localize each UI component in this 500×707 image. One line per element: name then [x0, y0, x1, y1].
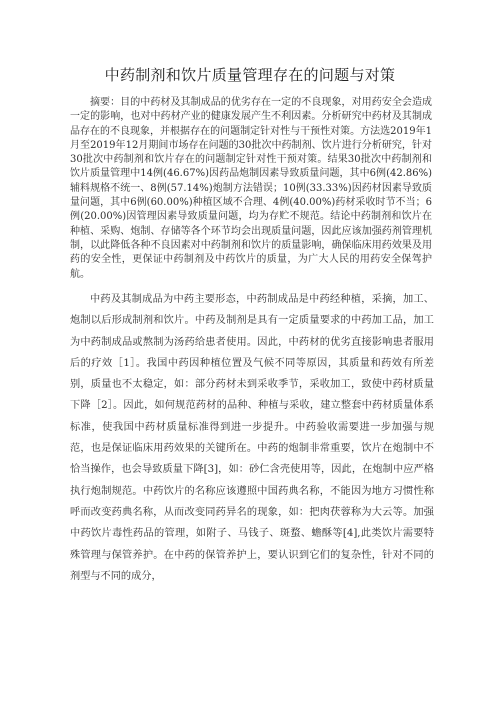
body-text: [70, 289, 434, 587]
body-paragraph: 中药及其制成品为中药主要形态，中药制成品是中药经种植，采摘，加工、炮制以后形成制剂和饮片。中药及制剂是具有一定质量要求的中药加工品，加工为中药制成品或熬制为汤药给患者使用。因此，中药材的优劣直接影响患者服用后的疗效［1］。我国中药因种植位置及气候不同等原因，其质量和药效有所差别，质量也不太稳定，如：部分药材未到采收季节，采收加工，致使中药材质量下降［2］。因此，如何规范药材的品种、种植与采收，建立整套中药材质量体系标准，使我国中药材质量标准得到进一步提升。中药验收需要进一步加强与规范，也是保证临床用药效果的关键所在。中药的炮制非常重要，饮片在炮制中不恰当操作，也会导致质量下降[3]，如：砂仁含壳使用等，因此，在炮制中应严格执行炮制规范。中药饮片的名称应该遵照中国药典名称，不能因为地方习惯性称呼而改变药典名称，从而改变同药异名的现象，如：把肉茯蓉称为大云等。加强中药饮片毒性药品的管理，如附子、马钱子、斑蝥、蟾酥等[4],此类饮片需要特殊管理与保管养护。在中药的保管养护上，要认识到它们的复杂性，针对不同的剂型与不同的成分，: [70, 294, 434, 582]
document-title: 中药制剂和饮片质量管理存在的问题与对策: [104, 66, 396, 84]
abstract-paragraph: 摘要：目的中药材及其制成品的优劣存在一定的不良现象，对用药安全会造成一定的影响，也对中药材产业的健康发展产生不利因素。分析研究中药材及其制成品存在的不良现象，并根据存在的问题制定针对性与干预性对策。方法选2019年1月至2019年12月期间市场存在问题的30批次中药制剂、饮片进行分析研究，针对30批次中药制剂和饮片存在的问题制定针对性干预对策。结果30批次中药制剂和饮片质量管理中14例(46.67%)因药品炮制因素导致质量问题，其中6例(42.86%)辅料规格不统一、8例(57.14%)炮制方法错误；10例(33.33%)因药材因素导致质量问题，其中6例(60.00%)种植区域不合理、4例(40.00%)药材采收时节不当；6例(20.00%)因管理因素导致质量问题，均为存贮不规范。结论中药制剂和饮片在种植、采购、炮制、存储等各个环节均会出现质量问题，因此应该加强药剂管理机制，以此降低各种不良因素对中药制剂和饮片的质量影响，确保临床用药效果及用药的安全性，更保证中药制剂及中药饮片的质量，为广大人民的用药安全保驾护航。: [70, 97, 432, 280]
